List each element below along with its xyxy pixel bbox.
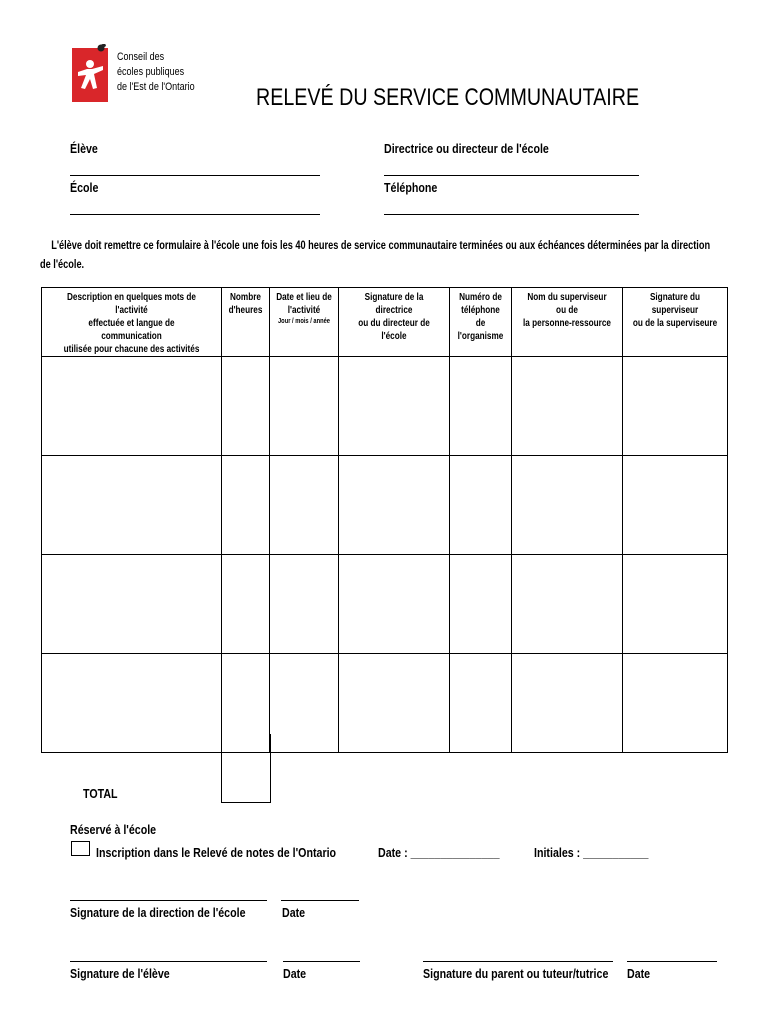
date-cell[interactable] [270,456,339,555]
hours-cell[interactable] [222,555,270,654]
transcript-label: Inscription dans le Relevé de notes de l'Ontario [96,845,337,860]
supervisor-signature-cell[interactable] [623,456,728,555]
header-supervisor-line: Nom du superviseur ou de [527,292,607,316]
reserved-date-field[interactable]: Date : _______________ [378,845,500,860]
header-date-format: Jour / mois / année [277,318,330,325]
supervisor-name-cell[interactable] [512,456,623,555]
header-hours-line: Nombre [229,292,261,303]
supervisor-name-cell[interactable] [512,555,623,654]
header-description-line: Description en quelques mots de l'activité [67,292,196,316]
date-cell[interactable] [270,357,339,456]
logo-line-2: écoles publiques [117,66,185,78]
header-principal-signature [339,288,450,357]
initials-field[interactable]: Initiales : ___________ [534,845,649,860]
org-phone-cell[interactable] [450,456,512,555]
header-hours [222,288,270,357]
direction-date-line[interactable] [281,900,359,901]
header-date-line: Date et lieu de [276,292,332,303]
header-description-line: utilisée pour chacune des activités [63,344,200,355]
principal-label: Directrice ou directeur de l'école [384,141,549,156]
header-org-phone-line: l'organisme [457,331,504,342]
phone-label: Téléphone [384,180,438,195]
student-date-label: Date [283,966,307,981]
table-row [42,456,728,555]
logo-line-1: Conseil des [117,51,165,63]
header-supervisor-name [512,288,623,357]
header-principal-line: ou du directeur de l'école [358,318,430,342]
school-label: École [70,180,99,195]
supervisor-signature-cell[interactable] [623,555,728,654]
principal-signature-cell[interactable] [339,654,450,753]
description-cell[interactable] [42,357,222,456]
supervisor-name-cell[interactable] [512,357,623,456]
table-row [42,555,728,654]
direction-date-label: Date [282,905,306,920]
total-label: TOTAL [83,786,118,801]
principal-signature-cell[interactable] [339,555,450,654]
activity-table [41,287,728,753]
table-row [42,357,728,456]
parent-date-line[interactable] [627,961,717,962]
date-cell[interactable] [270,654,339,753]
page-title: RELEVÉ DU SERVICE COMMUNAUTAIRE [256,84,640,111]
logo [70,44,112,102]
reserved-title: Réservé à l'école [70,822,157,837]
org-phone-cell[interactable] [450,555,512,654]
date-cell[interactable] [270,555,339,654]
activity-grid [41,287,728,753]
header-supervisor-sig-line: ou de la superviseure [632,318,718,329]
description-cell[interactable] [42,654,222,753]
supervisor-name-cell[interactable] [512,654,623,753]
header-org-phone-line: Numéro de [459,292,502,303]
total-hours-field[interactable] [221,734,271,803]
student-field[interactable] [70,175,320,176]
logo-star-icon [70,44,112,102]
header-description [42,288,222,357]
header-org-phone-line: téléphone de [461,305,500,329]
org-phone-cell[interactable] [450,654,512,753]
parent-signature-label: Signature du parent ou tuteur/tutrice [423,966,609,981]
org-phone-cell[interactable] [450,357,512,456]
header-org-phone [450,288,512,357]
principal-signature-cell[interactable] [339,456,450,555]
header-principal-line: Signature de la directrice [364,292,424,316]
student-date-line[interactable] [283,961,360,962]
header-supervisor-sig-line: Signature du superviseur [649,292,701,316]
header-supervisor-signature [623,288,728,357]
school-field[interactable] [70,214,320,215]
parent-date-label: Date [627,966,651,981]
description-cell[interactable] [42,456,222,555]
student-label: Élève [70,141,98,156]
description-cell[interactable] [42,555,222,654]
logo-text [117,50,212,95]
transcript-checkbox[interactable] [71,841,90,856]
header-supervisor-line: la personne-ressource [523,318,611,329]
direction-signature-line[interactable] [70,900,267,901]
parent-signature-line[interactable] [423,961,613,962]
supervisor-signature-cell[interactable] [623,654,728,753]
instructions: L'élève doit remettre ce formulaire à l'école une fois les 40 heures de service communautaire terminées ou aux échéances déterminées par la direction de l'école. [40,240,711,271]
logo-line-3: de l'Est de l'Ontario [117,81,195,93]
direction-signature-label: Signature de la direction de l'école [70,905,246,920]
supervisor-signature-cell[interactable] [623,357,728,456]
table-header-row [42,288,728,357]
hours-cell[interactable] [222,357,270,456]
hours-cell[interactable] [222,456,270,555]
table-row [42,654,728,753]
principal-field[interactable] [384,175,639,176]
header-date-line: l'activité [287,305,321,316]
student-signature-line[interactable] [70,961,267,962]
header-date-place [270,288,339,357]
header-hours-line: d'heures [228,305,263,316]
header-description-line: effectuée et langue de communication [88,318,175,342]
student-signature-label: Signature de l'élève [70,966,170,981]
principal-signature-cell[interactable] [339,357,450,456]
phone-field[interactable] [384,214,639,215]
